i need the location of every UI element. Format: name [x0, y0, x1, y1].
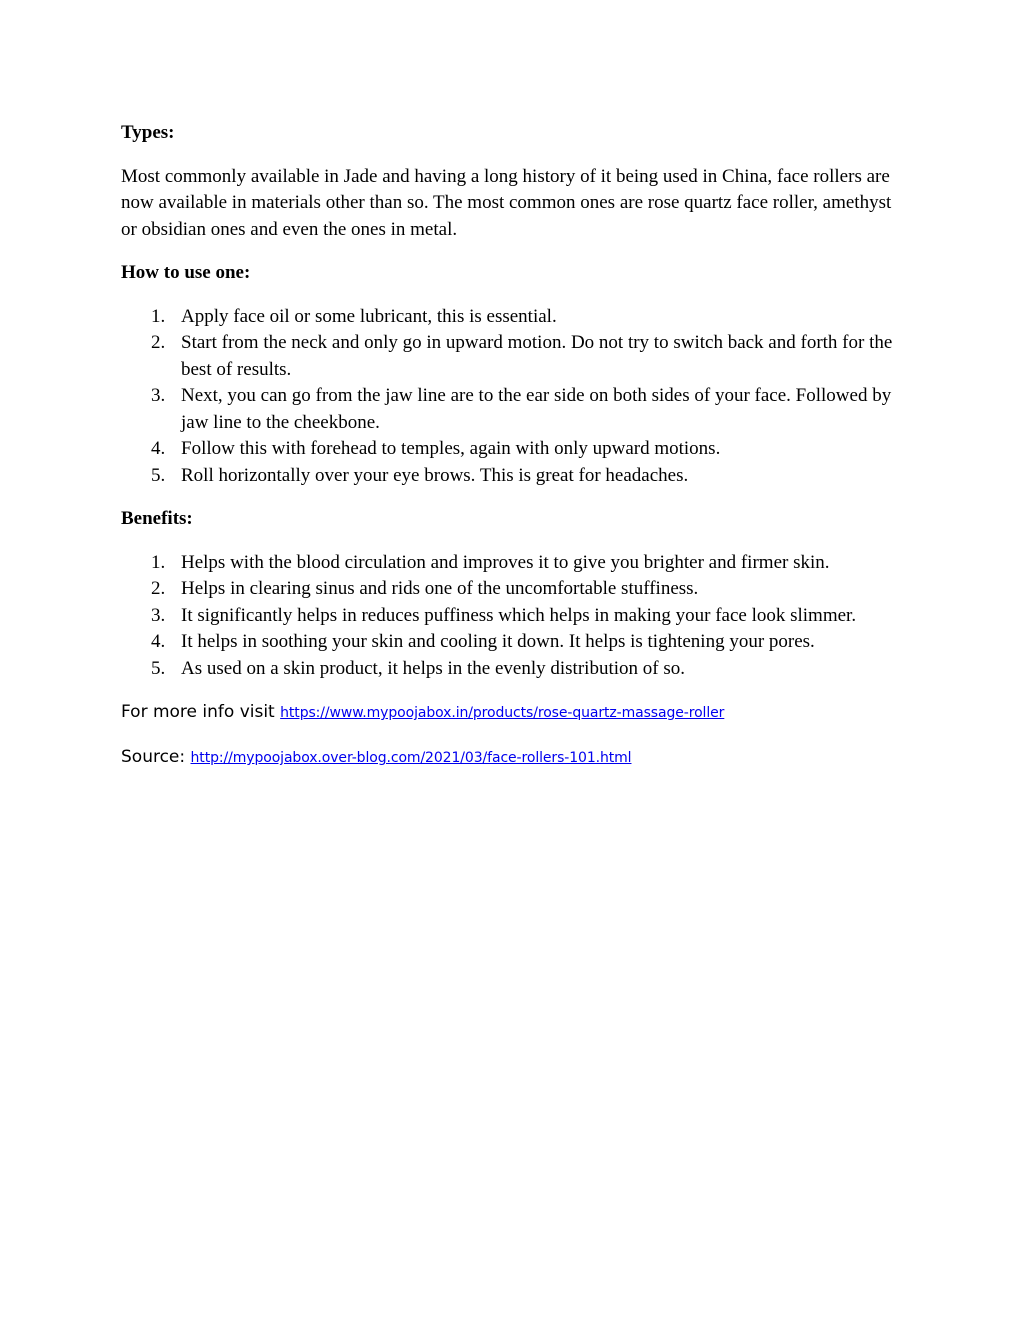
list-item: [121, 330, 911, 383]
list-item: [121, 550, 911, 577]
list-item-text: Helps in clearing sinus and rids one of the uncomfortable stuffiness.: [181, 578, 699, 599]
list-item-number: 4.: [151, 631, 166, 652]
benefits-heading: Benefits:: [121, 508, 193, 529]
list-item-text: Apply face oil or some lubricant, this is essential.: [181, 305, 557, 327]
list-item: [121, 603, 911, 630]
list-item-text: It helps in soothing your skin and cooling it down. It helps is tightening your pores.: [181, 631, 815, 652]
product-link[interactable]: https://www.mypoojabox.in/products/rose-quartz-massage-roller: [280, 705, 725, 721]
list-item-text: Start from the neck and only go in upward motion. Do not try to switch back and forth for the best of results.: [181, 332, 893, 380]
list-item: [121, 463, 911, 490]
list-item: [121, 656, 911, 683]
list-item-number: 2.: [151, 578, 166, 599]
list-item-number: 1.: [151, 551, 166, 573]
source-label: Source:: [121, 747, 191, 767]
list-item-number: 2.: [151, 332, 166, 353]
list-item: [121, 629, 911, 656]
list-item-text: It significantly helps in reduces puffiness which helps in making your face look slimmer.: [181, 604, 857, 626]
types-paragraph: Most commonly available in Jade and having a long history of it being used in China, face rollers are now available in materials other than so. The most common ones are rose quartz face roller, amethyst or obsidian ones and even the ones in metal.: [121, 165, 892, 240]
list-item-text: Next, you can go from the jaw line are to the ear side on both sides of your face. Followed by jaw line to the cheekbone.: [181, 385, 892, 433]
list-item-text: As used on a skin product, it helps in the evenly distribution of so.: [181, 657, 685, 679]
list-item-number: 5.: [151, 657, 166, 679]
list-item-number: 3.: [151, 385, 166, 406]
list-item-text: Follow this with forehead to temples, again with only upward motions.: [181, 438, 721, 459]
list-item-text: Helps with the blood circulation and improves it to give you brighter and firmer skin.: [181, 551, 830, 573]
list-item-number: 4.: [151, 438, 166, 459]
more-info-line: [121, 699, 911, 726]
list-item: [121, 304, 911, 331]
source-line: [121, 744, 911, 771]
list-item: [121, 436, 911, 463]
list-item: [121, 576, 911, 603]
how-to-use-heading: How to use one:: [121, 262, 251, 283]
list-item-number: 3.: [151, 604, 166, 626]
more-info-label: For more info visit: [121, 702, 281, 722]
benefits-list: [121, 550, 911, 683]
types-heading: Types:: [121, 122, 175, 143]
document-page: [121, 120, 911, 789]
list-item-number: 5.: [151, 464, 166, 486]
list-item-number: 1.: [151, 305, 166, 327]
source-link[interactable]: http://mypoojabox.over-blog.com/2021/03/face-rollers-101.html: [190, 750, 632, 766]
list-item: [121, 383, 911, 436]
how-to-use-list: [121, 304, 911, 490]
list-item-text: Roll horizontally over your eye brows. This is great for headaches.: [181, 464, 689, 486]
